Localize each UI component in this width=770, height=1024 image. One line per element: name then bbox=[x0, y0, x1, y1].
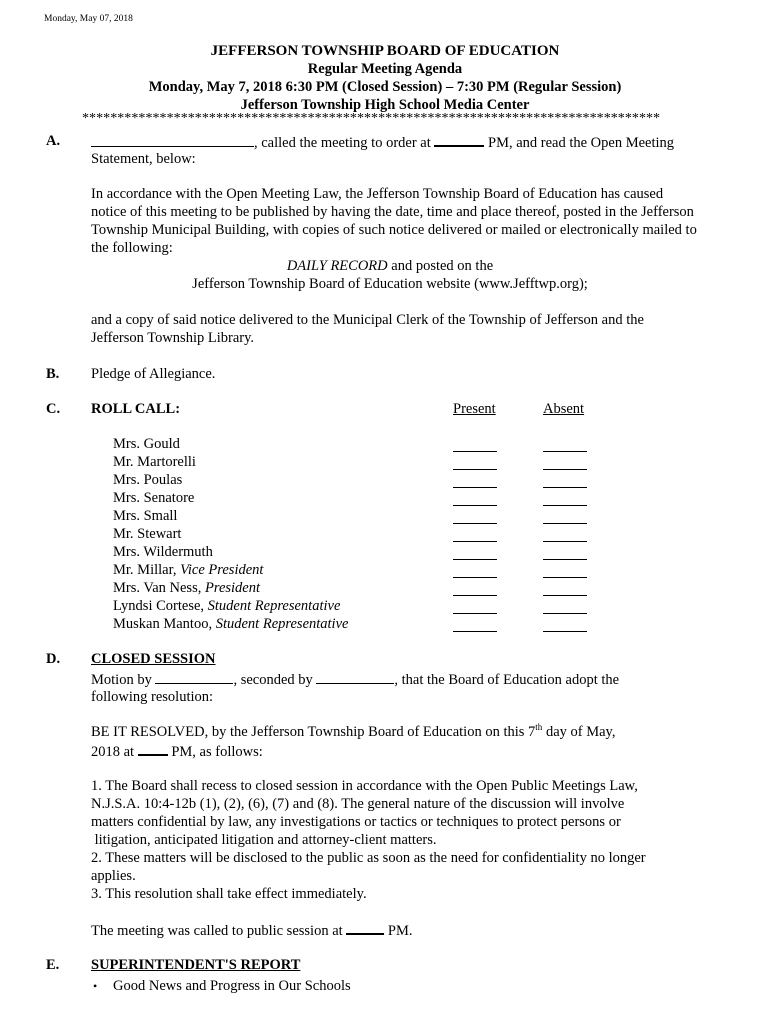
call-to-order-line: , called the meeting to order at PM, and read the Open Meeting bbox=[91, 133, 674, 152]
roll-call-member: Mrs. Gould bbox=[113, 436, 180, 452]
absent-blank[interactable] bbox=[543, 541, 587, 542]
section-d-letter: D. bbox=[46, 651, 61, 667]
roll-call-member: Lyndsi Cortese, Student Representative bbox=[113, 598, 341, 614]
time-blank[interactable] bbox=[434, 133, 484, 147]
divider: ********************************************************************************** bbox=[82, 111, 661, 126]
absent-blank[interactable] bbox=[543, 613, 587, 614]
present-blank[interactable] bbox=[453, 595, 497, 596]
call-to-order-line-2: Statement, below: bbox=[91, 151, 196, 167]
resolution-item: litigation, anticipated litigation and attorney-client matters. bbox=[91, 832, 437, 848]
present-blank[interactable] bbox=[453, 487, 497, 488]
roll-call-member: Mr. Martorelli bbox=[113, 454, 196, 470]
roll-call-member: Mrs. Wildermuth bbox=[113, 544, 213, 560]
roll-call-member: Mrs. Van Ness, President bbox=[113, 580, 261, 596]
resolution-item: applies. bbox=[91, 868, 136, 884]
absent-blank[interactable] bbox=[543, 469, 587, 470]
pledge-text: Pledge of Allegiance. bbox=[91, 366, 216, 382]
website-line: Jefferson Township Board of Education website (www.Jefftwp.org); bbox=[192, 276, 588, 292]
open-meeting-text: In accordance with the Open Meeting Law, the Jefferson Township Board of Education has caused bbox=[91, 186, 664, 202]
roll-call-member: Mr. Millar, Vice President bbox=[113, 562, 264, 578]
public-session-line: The meeting was called to public session at PM. bbox=[91, 923, 413, 939]
roll-call-member: Mr. Stewart bbox=[113, 526, 182, 542]
absent-blank[interactable] bbox=[543, 451, 587, 452]
resolution-item: N.J.S.A. 10:4-12b (1), (2), (6), (7) and (8). The general nature of the discussion will involve bbox=[91, 796, 625, 812]
resolution-item: 2. These matters will be disclosed to the public as soon as the need for confidentiality no longer bbox=[91, 850, 646, 866]
absent-blank[interactable] bbox=[543, 487, 587, 488]
motion-line-2: following resolution: bbox=[91, 689, 214, 705]
section-e-letter: E. bbox=[46, 957, 60, 973]
resolved-line: BE IT RESOLVED, by the Jefferson Township Board of Education on this 7th day of May, bbox=[91, 722, 616, 740]
roll-call-member: Muskan Mantoo, Student Representative bbox=[113, 616, 349, 632]
present-blank[interactable] bbox=[453, 469, 497, 470]
open-meeting-text: Township Municipal Building, with copies of such notice delivered or mailed or electronically mailed to bbox=[91, 222, 697, 238]
present-blank[interactable] bbox=[453, 631, 497, 632]
present-blank[interactable] bbox=[453, 559, 497, 560]
absent-blank[interactable] bbox=[543, 631, 587, 632]
motion-by-blank[interactable] bbox=[155, 671, 233, 684]
present-blank[interactable] bbox=[453, 613, 497, 614]
seconded-by-blank[interactable] bbox=[316, 671, 394, 684]
section-c-letter: C. bbox=[46, 401, 61, 417]
resolved-line-2: 2018 at PM, as follows: bbox=[91, 744, 263, 760]
document-title: JEFFERSON TOWNSHIP BOARD OF EDUCATION bbox=[210, 43, 560, 59]
superintendent-report-title: SUPERINTENDENT'S REPORT bbox=[91, 957, 301, 973]
roll-call-member: Mrs. Poulas bbox=[113, 472, 183, 488]
notice-text: Jefferson Township Library. bbox=[91, 330, 255, 346]
present-blank[interactable] bbox=[453, 541, 497, 542]
open-meeting-text: the following: bbox=[91, 240, 173, 256]
roll-call-member: Mrs. Senatore bbox=[113, 490, 195, 506]
bullet-icon: • bbox=[93, 979, 98, 993]
present-blank[interactable] bbox=[453, 505, 497, 506]
meeting-datetime: Monday, May 7, 2018 6:30 PM (Closed Session) – 7:30 PM (Regular Session) bbox=[148, 79, 622, 95]
open-meeting-text: notice of this meeting to be published by having the date, time and place thereof, posted in the Jefferson bbox=[91, 204, 694, 220]
meeting-location: Jefferson Township High School Media Center bbox=[240, 97, 530, 113]
resolution-item: 1. The Board shall recess to closed session in accordance with the Open Public Meetings Law, bbox=[91, 778, 638, 794]
absent-blank[interactable] bbox=[543, 523, 587, 524]
present-blank[interactable] bbox=[453, 451, 497, 452]
daily-record-line: DAILY RECORD and posted on the bbox=[286, 258, 494, 274]
present-blank[interactable] bbox=[453, 577, 497, 578]
absent-blank[interactable] bbox=[543, 577, 587, 578]
present-blank[interactable] bbox=[453, 523, 497, 524]
section-a-letter: A. bbox=[46, 133, 61, 149]
meeting-type: Regular Meeting Agenda bbox=[307, 61, 463, 77]
present-column-header: Present bbox=[453, 401, 496, 417]
absent-blank[interactable] bbox=[543, 559, 587, 560]
roll-call-title: ROLL CALL: bbox=[91, 401, 181, 417]
absent-blank[interactable] bbox=[543, 505, 587, 506]
report-item: Good News and Progress in Our Schools bbox=[113, 978, 351, 994]
closed-session-title: CLOSED SESSION bbox=[91, 651, 216, 667]
notice-text: and a copy of said notice delivered to the Municipal Clerk of the Township of Jefferson and the bbox=[91, 312, 644, 328]
absent-blank[interactable] bbox=[543, 595, 587, 596]
date-header: Monday, May 07, 2018 bbox=[44, 14, 133, 24]
roll-call-member: Mrs. Small bbox=[113, 508, 178, 524]
absent-column-header: Absent bbox=[543, 401, 585, 417]
recess-time-blank[interactable] bbox=[138, 742, 168, 756]
section-b-letter: B. bbox=[46, 366, 60, 382]
motion-line: Motion by , seconded by , that the Board of Education adopt the bbox=[91, 672, 620, 688]
presider-blank[interactable] bbox=[91, 134, 254, 147]
resolution-item: 3. This resolution shall take effect immediately. bbox=[91, 886, 367, 902]
public-time-blank[interactable] bbox=[346, 921, 384, 935]
resolution-item: matters confidential by law, any investigations or tactics or techniques to protect persons or bbox=[91, 814, 621, 830]
